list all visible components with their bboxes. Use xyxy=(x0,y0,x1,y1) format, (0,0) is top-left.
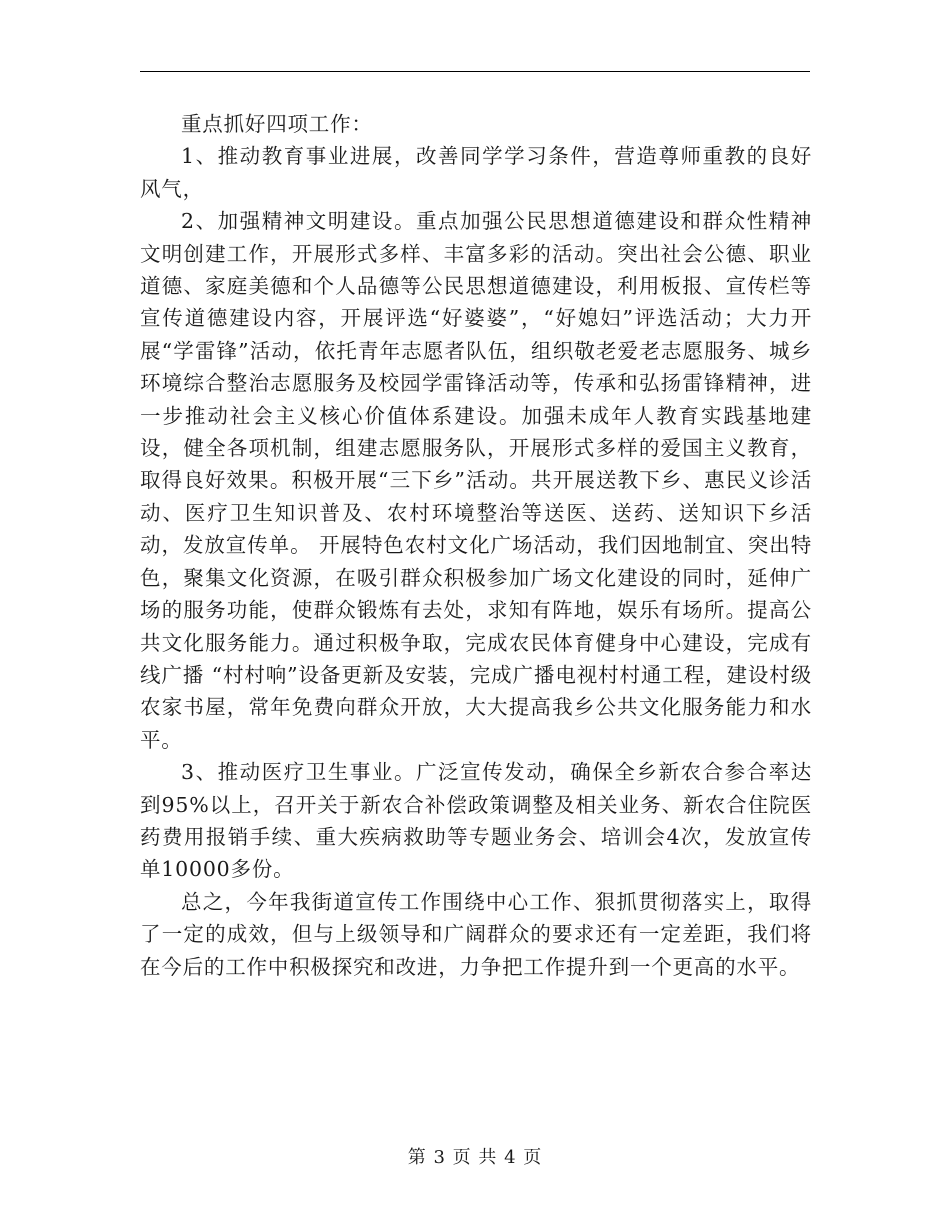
paragraph-civilization: 2、加强精神文明建设。重点加强公民思想道德建设和群众性精神文明创建工作，开展形式多样、丰富多彩的活动。突出社会公德、职业道德、家庭美德和个人品德等公民思想道德建设，利用板报、宣传栏等宣传道德建设内容，开展评选“好婆婆”，“好媳妇”评选活动；大力开展“学雷锋”活动，依托青年志愿者队伍，组织敬老爱老志愿服务、城乡环境综合整治志愿服务及校园学雷锋活动等，传承和弘扬雷锋精神，进一步推动社会主义核心价值体系建设。加强未成年人教育实践基地建设，健全各项机制，组建志愿服务队，开展形式多样的爱国主义教育，取得良好效果。积极开展“三下乡”活动。共开展送教下乡、惠民义诊活动、医疗卫生知识普及、农村环境整治等送医、送药、送知识下乡活动，发放宣传单。 开展特色农村文化广场活动，我们因地制宜、突出特色，聚集文化资源，在吸引群众积极参加广场文化建设的同时，延伸广场的服务功能，使群众锻炼有去处，求知有阵地，娱乐有场所。提高公共文化服务能力。通过积极争取，完成农民体育健身中心建设，完成有线广播 “村村响”设备更新及安装，完成广播电视村村通工程，建设村级农家书屋，常年免费向群众开放，大大提高我乡公共文化服务能力和水平。 xyxy=(140,209,812,752)
paragraph-education: 1、推动教育事业进展，改善同学学习条件，营造尊师重教的良好风气， xyxy=(140,144,812,201)
page-number: 第 3 页 共 4 页 xyxy=(407,1147,543,1168)
header-rule xyxy=(140,71,810,72)
paragraph-healthcare: 3、推动医疗卫生事业。广泛宣传发动，确保全乡新农合参合率达到95%以上，召开关于新农合补偿政策调整及相关业务、新农合住院医药费用报销手续、重大疾病救助等专题业务会、培训会4次，发放宣传单10000多份。 xyxy=(140,760,812,882)
page-footer xyxy=(0,1147,950,1169)
document-body xyxy=(140,108,812,983)
paragraph-intro: 重点抓好四项工作： xyxy=(181,112,373,136)
paragraph-summary: 总之，今年我街道宣传工作围绕中心工作、狠抓贯彻落实上，取得了一定的成效，但与上级领导和广阔群众的要求还有一定差距，我们将在今后的工作中积极探究和改进，力争把工作提升到一个更高的水平。 xyxy=(140,889,812,979)
